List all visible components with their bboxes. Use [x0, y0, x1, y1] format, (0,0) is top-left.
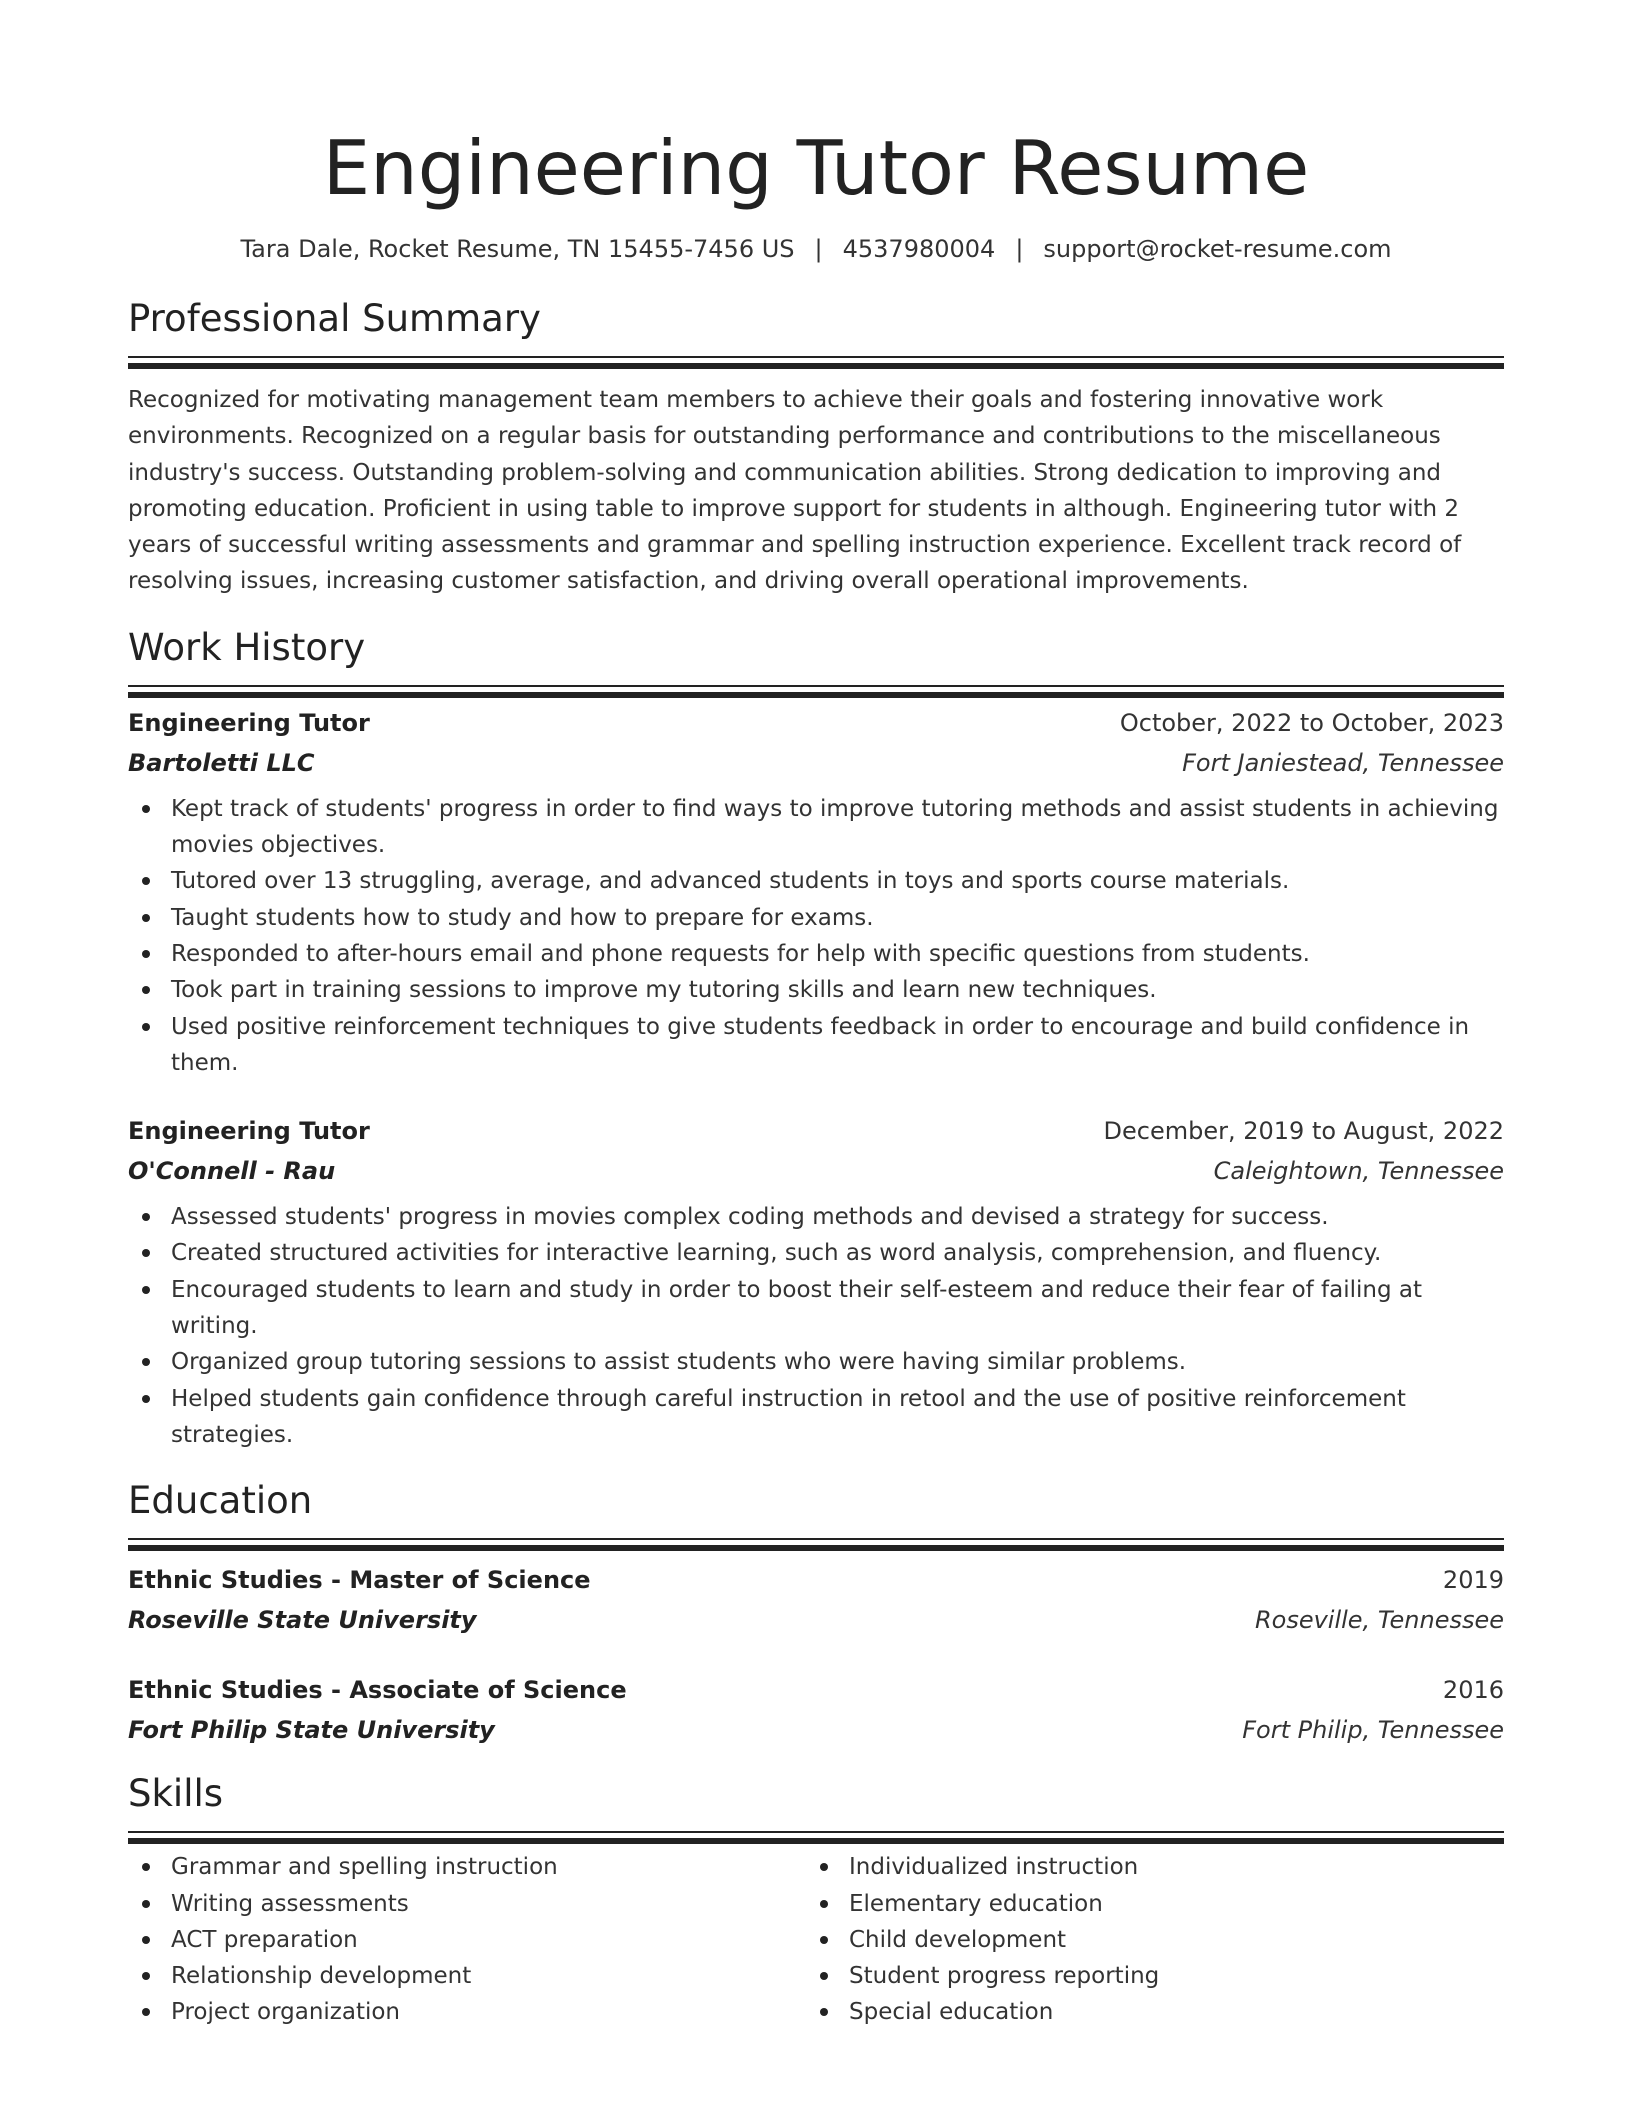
bullet-icon [142, 1249, 150, 1257]
summary-text: Recognized for motivating management team members to achieve their goals and fostering innovative work environments. Recognized on a regular basis for outstanding performance and contributions to the miscellaneous industry's success. Outstanding problem-solving and communication abilities. Strong dedication to improving and promoting education. Proficient in using table to improve support for students in although. Engineering tutor with 2 years of successful writing assessments and grammar and spelling instruction experience. Excellent track record of resolving issues, increasing customer satisfaction, and driving overall operational improvements. [128, 387, 1462, 595]
bullet-icon [142, 1286, 150, 1294]
list-item [806, 1958, 1504, 1994]
document-title: Engineering Tutor Resume [322, 124, 1310, 212]
bullet-icon [142, 950, 150, 958]
list-item [806, 1994, 1504, 2030]
job-location: Caleightown, Tennessee [1213, 1157, 1504, 1186]
bullet-text: Kept track of students' progress in order to find ways to improve tutoring methods and assist students in achieving movies objectives. [171, 795, 1499, 859]
skill-text: Relationship development [171, 1963, 472, 1990]
education-section [128, 1477, 1504, 1750]
skill-text: Elementary education [849, 1890, 1103, 1917]
list-item [128, 936, 1504, 972]
skills-grid [128, 1849, 1504, 2030]
bullet-icon [142, 1900, 150, 1908]
skill-text: Student progress reporting [849, 1963, 1160, 1990]
summary-body [128, 382, 1504, 600]
education-location: Fort Philip, Tennessee [1242, 1716, 1504, 1745]
bullet-icon [142, 914, 150, 922]
job-dates: October, 2022 to October, 2023 [1119, 708, 1504, 737]
section-heading-summary: Professional Summary [128, 297, 541, 340]
bullet-icon [142, 805, 150, 813]
list-item [128, 900, 1504, 936]
section-heading-skills: Skills [128, 1772, 224, 1816]
work-history-section [128, 624, 1504, 1453]
list-item [806, 1886, 1504, 1922]
list-item [128, 1886, 806, 1922]
bullet-icon [142, 986, 150, 994]
job-dates: December, 2019 to August, 2022 [1103, 1117, 1504, 1146]
skill-text: Individualized instruction [849, 1854, 1139, 1881]
education-year: 2016 [1442, 1676, 1504, 1705]
bullet-icon [142, 2008, 150, 2016]
list-item [128, 1381, 1504, 1454]
list-item [128, 1922, 806, 1958]
list-item [128, 1009, 1504, 1082]
list-item [128, 1272, 1504, 1345]
bullet-icon [142, 1023, 150, 1031]
bullet-text: Used positive reinforcement techniques to give students feedback in order to encourage and build confidence in them. [171, 1013, 1470, 1076]
education-school: Roseville State University [128, 1606, 477, 1635]
skill-text: ACT preparation [171, 1926, 358, 1953]
list-item [128, 863, 1504, 899]
bullet-icon [142, 877, 150, 885]
section-divider [128, 1538, 1504, 1540]
skill-text: Grammar and spelling instruction [171, 1854, 558, 1881]
section-divider [128, 1831, 1504, 1833]
skill-text: Special education [849, 1999, 1054, 2026]
contact-address: Tara Dale, Rocket Resume, TN 15455-7456 US [240, 235, 795, 263]
contact-email: support@rocket-resume.com [1043, 235, 1392, 263]
list-item [128, 1994, 806, 2030]
list-item [128, 972, 1504, 1008]
section-heading-work: Work History [128, 625, 366, 669]
education-school: Fort Philip State University [128, 1716, 495, 1745]
bullet-text: Taught students how to study and how to prepare for exams. [171, 904, 874, 931]
skills-list-right [806, 1849, 1504, 2030]
bullet-text: Organized group tutoring sessions to assist students who were having similar problems. [171, 1349, 1187, 1376]
bullet-text: Helped students gain confidence through careful instruction in retool and the use of positive reinforcement strategies. [171, 1385, 1406, 1448]
bullet-icon [142, 1972, 150, 1980]
professional-summary-section [128, 295, 1504, 600]
bullet-text: Created structured activities for interactive learning, such as word analysis, comprehension, and fluency. [171, 1240, 1382, 1267]
job-bullet-list [128, 1199, 1504, 1453]
bullet-icon [820, 2008, 828, 2016]
job-title: Engineering Tutor [128, 1117, 370, 1146]
list-item [128, 1199, 1504, 1235]
bullet-text: Encouraged students to learn and study in order to boost their self-esteem and reduce their fear of failing at writing. [171, 1276, 1423, 1340]
contact-separator: | [814, 235, 823, 263]
list-item [128, 1235, 1504, 1271]
job-header-row [128, 703, 1504, 743]
job-location: Fort Janiestead, Tennessee [1182, 748, 1504, 777]
job-company: Bartoletti LLC [128, 748, 315, 777]
job-title: Engineering Tutor [128, 708, 370, 737]
education-header-row [128, 1560, 1504, 1600]
job-company-row [128, 743, 1504, 783]
contact-separator: | [1015, 235, 1024, 263]
job-header-row [128, 1111, 1504, 1151]
bullet-text: Tutored over 13 struggling, average, and advanced students in toys and sports course materials. [171, 868, 1290, 895]
skills-list-left [128, 1849, 806, 2030]
bullet-text: Took part in training sessions to improve my tutoring skills and learn new techniques. [171, 977, 1157, 1004]
list-item [806, 1922, 1504, 1958]
bullet-icon [142, 1395, 150, 1403]
job-bullet-list [128, 791, 1504, 1081]
contact-line [128, 232, 1504, 266]
list-item [128, 1849, 806, 1885]
bullet-icon [142, 1213, 150, 1221]
bullet-icon [142, 1936, 150, 1944]
education-degree: Ethnic Studies - Associate of Science [128, 1676, 627, 1705]
education-school-row [128, 1600, 1504, 1640]
bullet-icon [820, 1972, 828, 1980]
job-company: O'Connell - Rau [128, 1157, 336, 1186]
education-degree: Ethnic Studies - Master of Science [128, 1566, 591, 1595]
section-divider [128, 356, 1504, 358]
education-location: Roseville, Tennessee [1254, 1606, 1504, 1635]
skill-text: Child development [849, 1926, 1067, 1953]
section-divider [128, 685, 1504, 687]
bullet-icon [820, 1900, 828, 1908]
skill-text: Writing assessments [171, 1890, 409, 1917]
list-item [128, 1344, 1504, 1380]
list-item [128, 1958, 806, 1994]
bullet-icon [142, 1358, 150, 1366]
education-header-row [128, 1670, 1504, 1710]
education-year: 2019 [1442, 1566, 1504, 1595]
education-school-row [128, 1710, 1504, 1750]
bullet-text: Assessed students' progress in movies complex coding methods and devised a strategy for success. [171, 1204, 1329, 1231]
section-heading-education: Education [128, 1479, 313, 1523]
job-entry [128, 1111, 1504, 1453]
skill-text: Project organization [171, 1999, 401, 2026]
bullet-icon [142, 1863, 150, 1871]
education-entry [128, 1560, 1504, 1640]
bullet-text: Responded to after-hours email and phone requests for help with specific questions from students. [171, 940, 1310, 967]
list-item [128, 791, 1504, 864]
job-company-row [128, 1151, 1504, 1191]
job-entry [128, 703, 1504, 1081]
bullet-icon [820, 1863, 828, 1871]
contact-phone: 4537980004 [842, 235, 996, 263]
bullet-icon [820, 1936, 828, 1944]
education-entry [128, 1670, 1504, 1750]
list-item [806, 1849, 1504, 1885]
skills-section [128, 1770, 1504, 2030]
